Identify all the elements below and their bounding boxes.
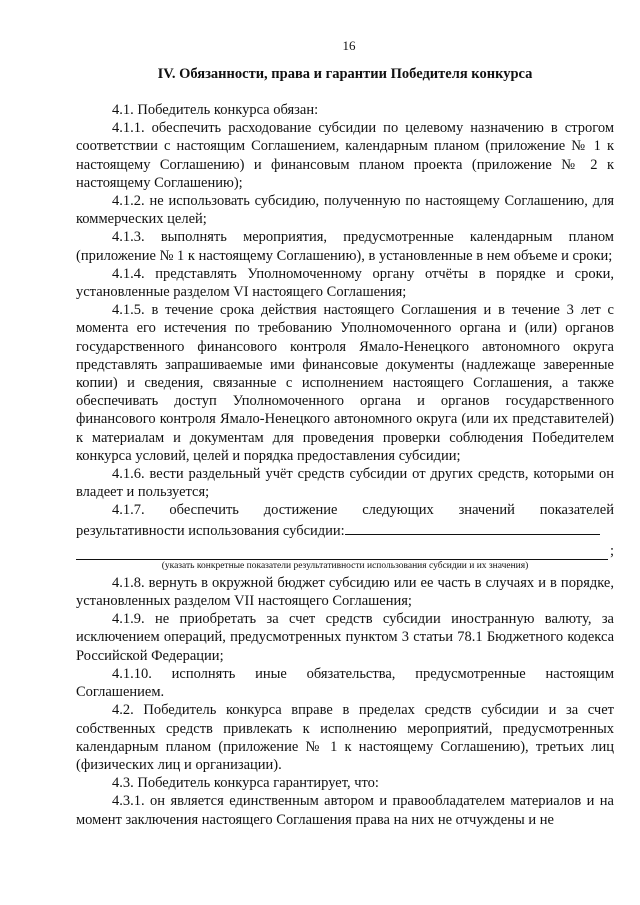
paragraph-4-1: 4.1. Победитель конкурса обязан: xyxy=(112,102,319,118)
indicators-caption: (указать конкретные показатели результативности использования субсидии и их значения) xyxy=(161,560,529,571)
page-number: 16 xyxy=(342,38,356,53)
paragraph-4-2: 4.2. Победитель конкурса вправе в пределах средств субсидии и за счет собственных средств привлекать к исполнению мероприятий, предусмотренных календарным планом (приложение № 1 к настоящему Соглашению), третьих лиц (физических лиц и организации). xyxy=(76,702,614,773)
paragraph-4-3-1: 4.3.1. он является единственным автором и правообладателем материалов и на момент заключения настоящего Соглашения права на них не отчуждены и не xyxy=(76,793,614,828)
indicators-fill-line xyxy=(345,520,600,535)
paragraph-4-1-3: 4.1.3. выполнять мероприятия, предусмотренные календарным планом (приложение № 1 к настоящему Соглашению), в установленные в нем объеме и сроки; xyxy=(76,229,614,264)
paragraph-4-1-10: 4.1.10. исполнять иные обязательства, предусмотренные настоящим Соглашением. xyxy=(76,665,614,701)
paragraph-4-1-6: 4.1.6. вести раздельный учёт средств субсидии от других средств, которыми он владеет и пользуется; xyxy=(76,466,614,501)
paragraph-4-1-2: 4.1.2. не использовать субсидию, полученную по настоящему Соглашению, для коммерческих целей; xyxy=(76,193,614,228)
paragraph-4-3: 4.3. Победитель конкурса гарантирует, что: xyxy=(112,775,379,792)
document-body xyxy=(76,101,614,829)
paragraph-4-1-4: 4.1.4. представлять Уполномоченному органу отчёты в порядке и сроки, установленные разделом VI настоящего Соглашения; xyxy=(76,265,614,301)
indicators-blank-line xyxy=(76,545,608,560)
paragraph-4-1-7 xyxy=(76,501,614,539)
paragraph-4-1-8: 4.1.8. вернуть в окружной бюджет субсидию или ее часть в случаях и в порядке, установленных разделом VII настоящего Соглашения; xyxy=(76,574,614,610)
paragraph-4-1-7-text: 4.1.7. обеспечить достижение следующих значений показателей результативности использования субсидии: xyxy=(76,502,614,539)
paragraph-4-1-5: 4.1.5. в течение срока действия настоящего Соглашения и в течение 3 лет с момента его истечения по требованию Уполномоченного органа и (или) органов государственного финансового контроля Ямало-Ненецкого автономного округа представлять запрашиваемые ими финансовые документы (надлежаще заверенные копии) и сведения, связанные с исполнением настоящего Соглашения, а также обеспечивать доступ Уполномоченного органа и органов государственного финансового контроля Ямало-Ненецкого автономного округа (или их представителей) к материалам и документам для проведения проверки соблюдения Победителем конкурса условий, целей и порядка предоставления субсидии; xyxy=(76,302,614,464)
section-title: IV. Обязанности, права и гарантии Победителя конкурса xyxy=(157,66,533,82)
paragraph-4-1-9: 4.1.9. не приобретать за счет средств субсидии иностранную валюту, за исключением операций, предусмотренных пунктом 3 статьи 78.1 Бюджетного кодекса Российской Федерации; xyxy=(76,611,614,664)
indicators-blank-row xyxy=(76,542,614,560)
indicators-line-end: ; xyxy=(609,542,614,559)
paragraph-4-1-1: 4.1.1. обеспечить расходование субсидии по целевому назначению в строгом соответствии с настоящим Соглашением, календарным планом (приложение № 1 к настоящему Соглашению) и финансовым планом проекта (приложение № 2 к настоящему Соглашению); xyxy=(76,120,614,191)
